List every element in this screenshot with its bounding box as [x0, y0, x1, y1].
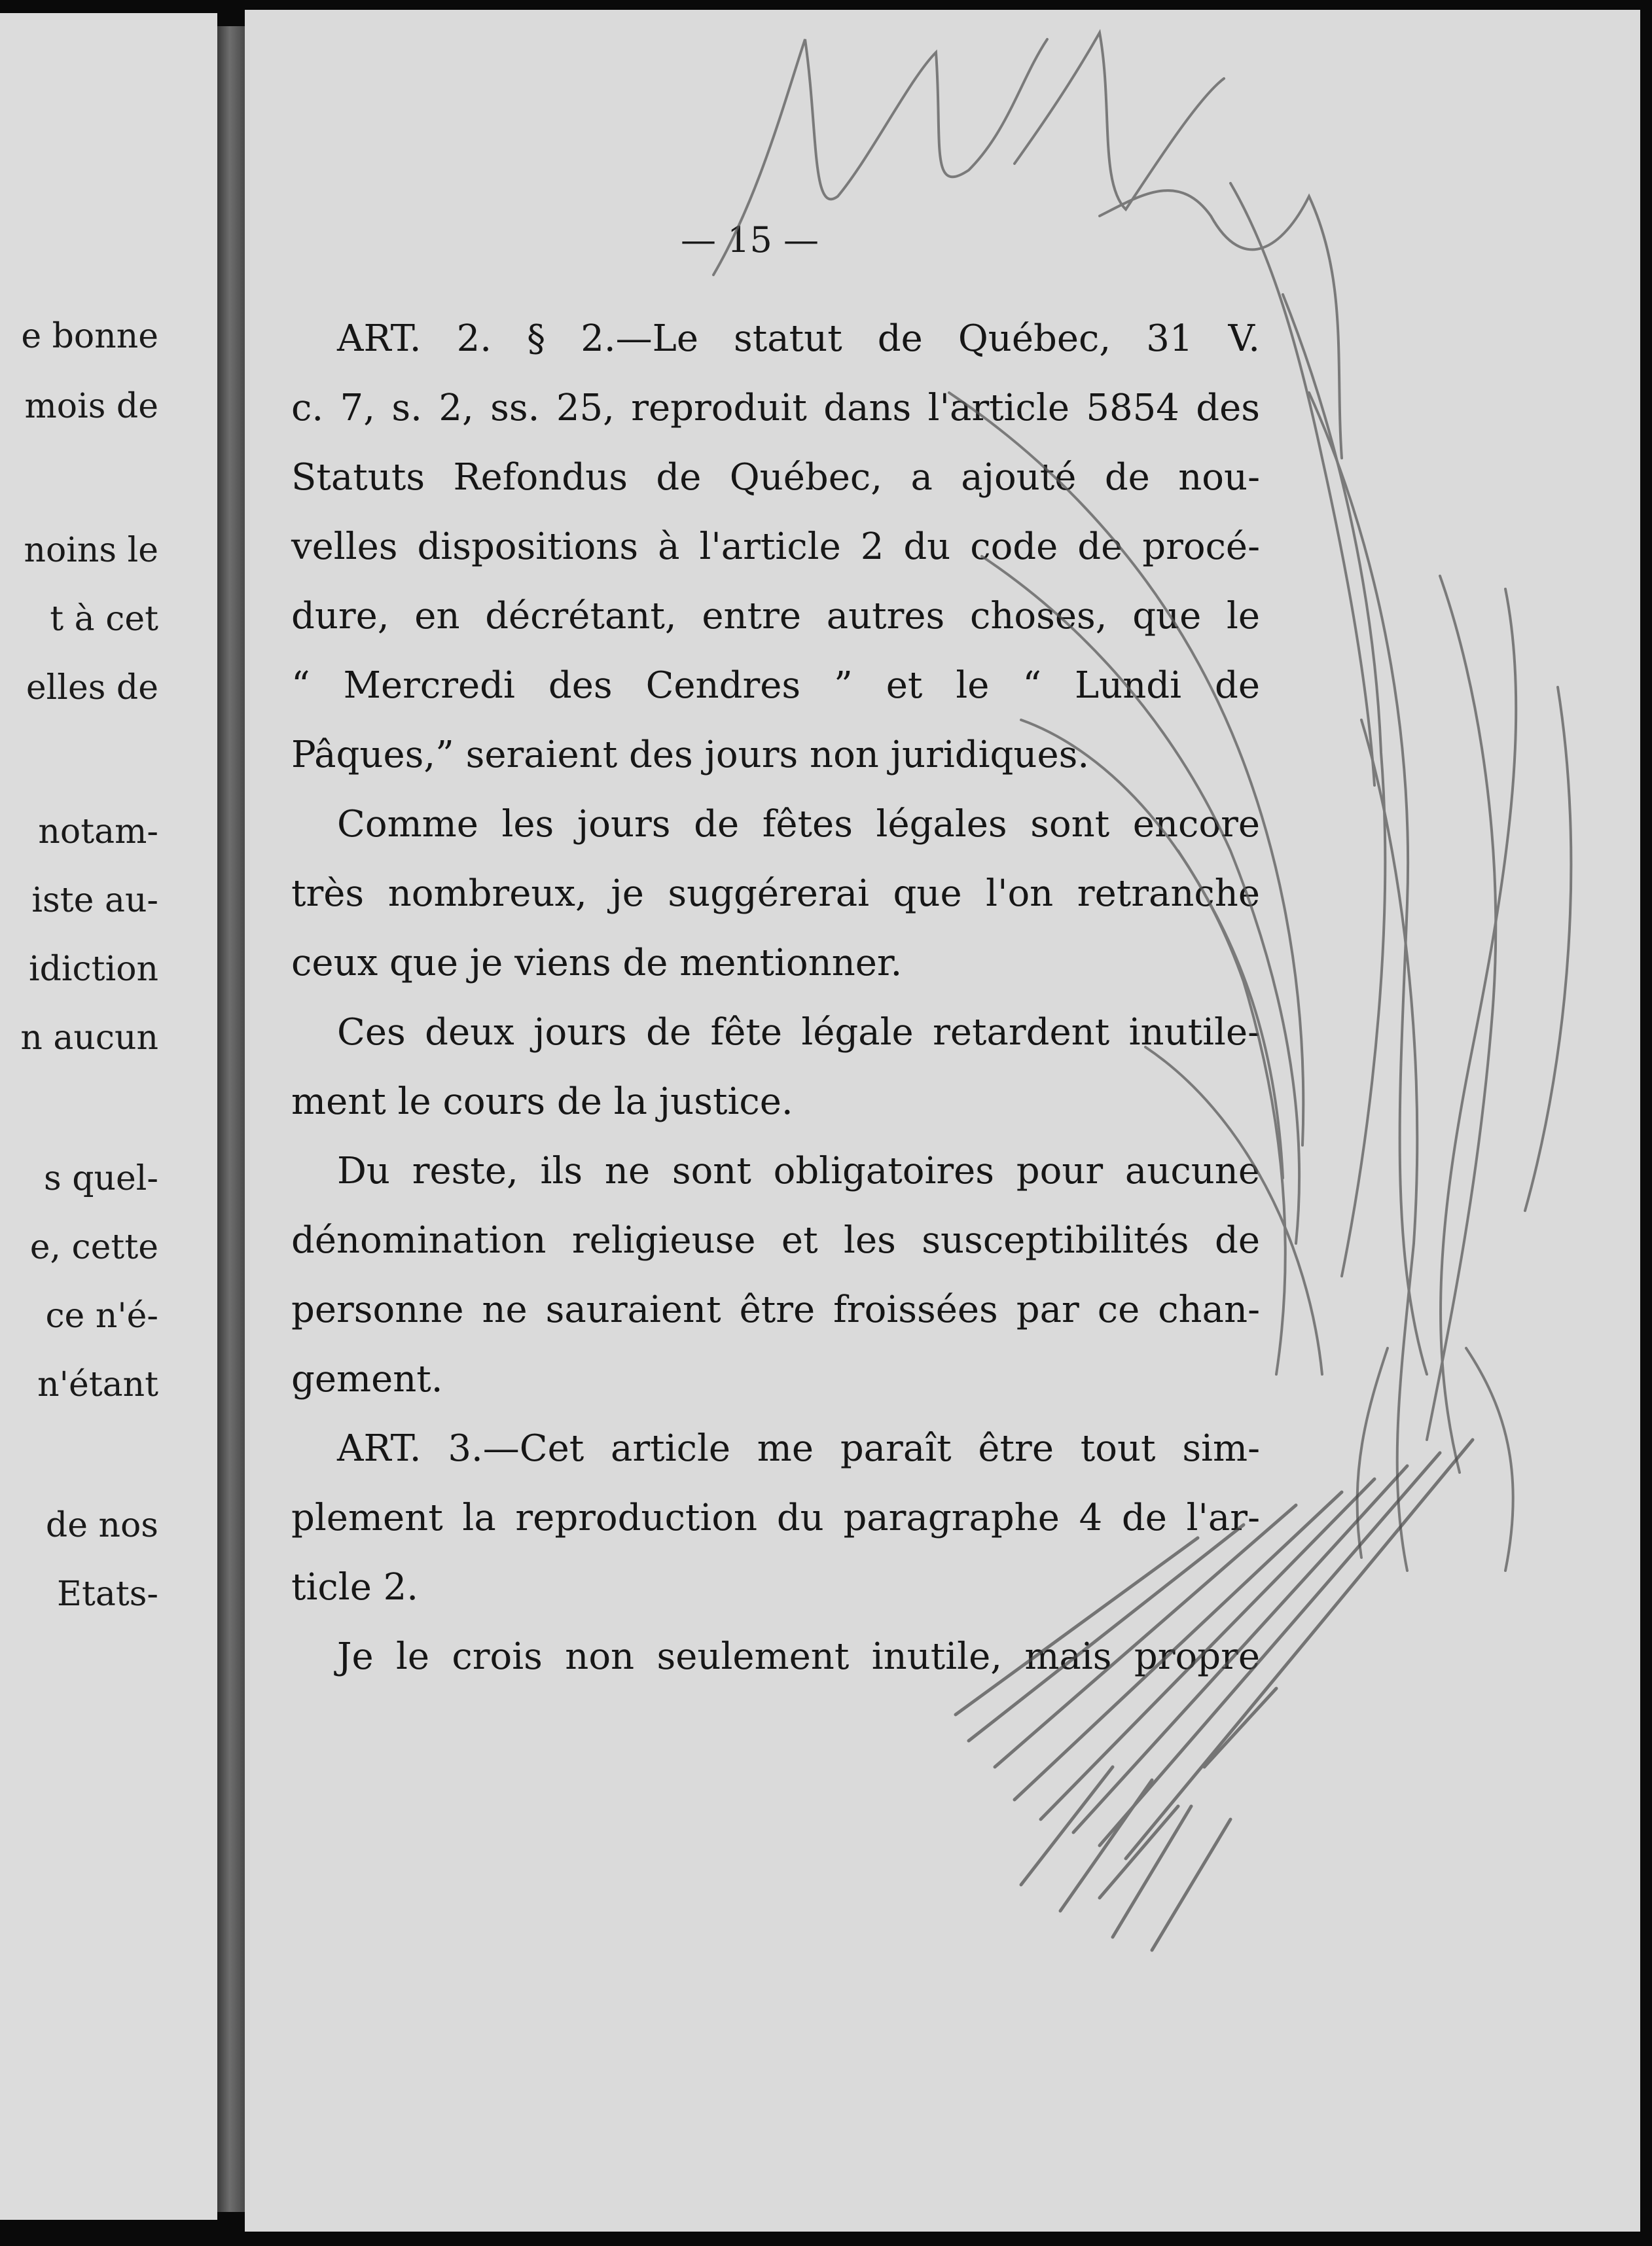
text-line: ceux que je viens de mentionner.: [291, 942, 903, 984]
body-text: [291, 304, 1260, 1692]
left-fragment: e, cette: [29, 1228, 158, 1267]
left-fragment: n'étant: [37, 1365, 158, 1404]
left-fragment: de nos: [45, 1506, 158, 1545]
text-line: gement.: [291, 1358, 443, 1400]
paragraph: [291, 790, 1260, 998]
text-line: personne ne sauraient être froissées par ce chan-: [291, 1289, 1260, 1331]
text-line: Du reste, ils ne sont obligatoires pour aucune: [337, 1150, 1260, 1192]
left-fragment: e bonne: [21, 317, 158, 356]
paragraph: [291, 1414, 1260, 1622]
text-line: ment le cours de la justice.: [291, 1080, 793, 1123]
left-page: [0, 13, 217, 2220]
text-line: plement la reproduction du paragraphe 4 de l'ar-: [291, 1497, 1260, 1539]
left-fragment: noins le: [24, 531, 158, 570]
left-fragment: idiction: [29, 950, 158, 989]
text-line: Ces deux jours de fête légale retardent inutile-: [337, 1011, 1260, 1054]
left-fragment: t à cet: [50, 599, 158, 639]
paragraph: [291, 998, 1260, 1137]
left-page-text-column: [0, 13, 217, 2220]
text-line: ART. 3.—Cet article me paraît être tout sim-: [337, 1427, 1260, 1470]
paragraph: [291, 1622, 1260, 1692]
text-line: c. 7, s. 2, ss. 25, reproduit dans l'article 5854 des: [291, 387, 1260, 429]
text-line: dénomination religieuse et les susceptibilités de: [291, 1219, 1260, 1262]
text-line: Pâques,” seraient des jours non juridiques.: [291, 734, 1090, 776]
text-line: “ Mercredi des Cendres ” et le “ Lundi de: [291, 664, 1260, 707]
text-line: ticle 2.: [291, 1566, 419, 1609]
text-line: Statuts Refondus de Québec, a ajouté de nou-: [291, 456, 1260, 499]
text-line: ART. 2. § 2.—Le statut de Québec, 31 V.: [337, 317, 1260, 360]
left-fragment: notam-: [38, 812, 158, 851]
text-line: très nombreux, je suggérerai que l'on retranche: [291, 872, 1260, 915]
left-fragment: ce n'é-: [45, 1296, 158, 1336]
left-fragment: s quel-: [44, 1159, 158, 1198]
left-fragment: Etats-: [56, 1575, 158, 1614]
text-line: dure, en décrétant, entre autres choses, que le: [291, 595, 1260, 637]
left-fragment: mois de: [24, 387, 158, 426]
text-line: Je le crois non seulement inutile, mais propre: [337, 1635, 1260, 1678]
text-line: Comme les jours de fêtes légales sont encore: [337, 803, 1260, 846]
text-line: velles dispositions à l'article 2 du code de procé-: [291, 526, 1260, 568]
page-number: — 15 —: [681, 219, 819, 260]
left-fragment: elles de: [26, 668, 158, 707]
paragraph: [291, 304, 1260, 790]
left-fragment: iste au-: [31, 881, 158, 920]
book-binding-gutter: [217, 26, 245, 2212]
paragraph: [291, 1137, 1260, 1414]
left-fragment: n aucun: [20, 1018, 158, 1058]
